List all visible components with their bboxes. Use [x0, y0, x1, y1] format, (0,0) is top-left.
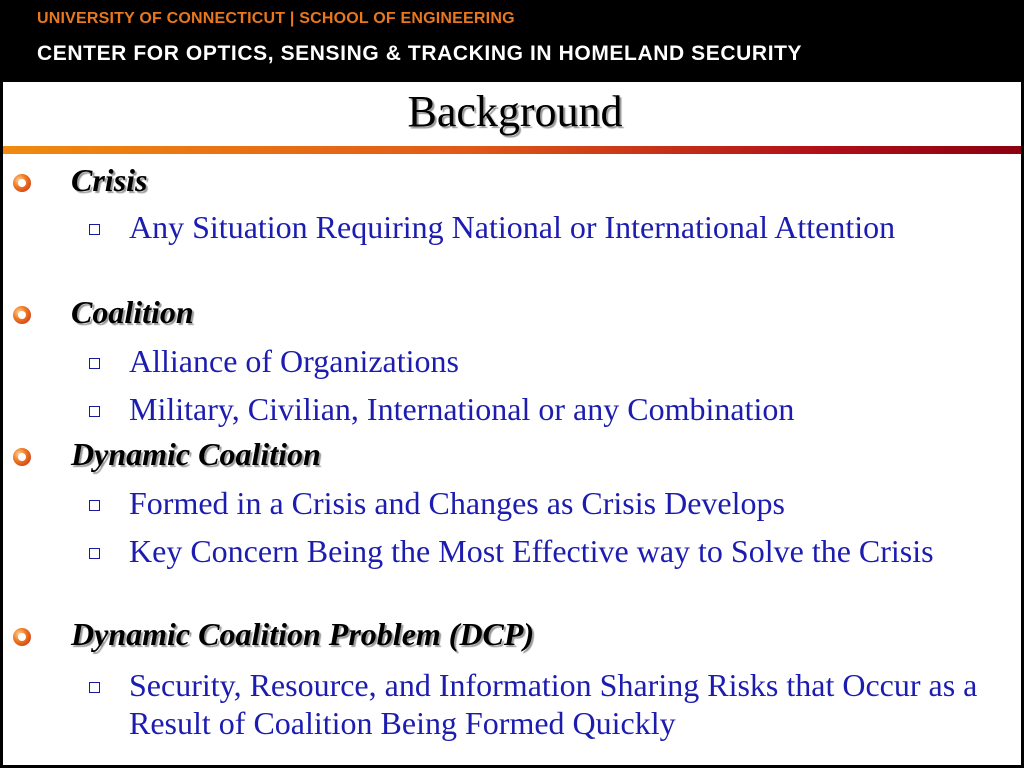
hollow-square-bullet-icon: [89, 224, 100, 235]
orange-ring-bullet-icon: [13, 628, 31, 646]
slide-title: Background: [407, 87, 623, 136]
orange-ring-bullet-icon: [13, 306, 31, 324]
header-banner: [3, 0, 1024, 82]
banner-university-line: UNIVERSITY OF CONNECTICUT | SCHOOL OF ENGINEERING: [37, 10, 515, 27]
sub-bullet-text: Key Concern Being the Most Effective way to Solve the Crisis: [129, 533, 934, 569]
section-heading: Dynamic Coalition Problem (DCP): [71, 616, 535, 652]
section-heading: Coalition: [71, 294, 194, 330]
hollow-square-bullet-icon: [89, 682, 100, 693]
orange-ring-bullet-icon: [13, 174, 31, 192]
hollow-square-bullet-icon: [89, 358, 100, 369]
sub-bullet-text: Alliance of Organizations: [129, 343, 459, 379]
section-heading: Dynamic Coalition: [71, 436, 321, 472]
hollow-square-bullet-icon: [89, 548, 100, 559]
section-heading: Crisis: [71, 162, 148, 198]
banner-center-line: CENTER FOR OPTICS, SENSING & TRACKING IN HOMELAND SECURITY: [37, 42, 803, 65]
title-divider: [3, 146, 1024, 154]
hollow-square-bullet-icon: [89, 500, 100, 511]
hollow-square-bullet-icon: [89, 406, 100, 417]
sub-bullet-text: Security, Resource, and Information Sharing Risks that Occur as a Result of Coalition Being Formed Quickly: [129, 667, 978, 741]
sub-bullet-text: Military, Civilian, International or any Combination: [129, 391, 795, 427]
sub-bullet-text: Formed in a Crisis and Changes as Crisis Develops: [129, 485, 785, 521]
orange-ring-bullet-icon: [13, 448, 31, 466]
sub-bullet-text: Any Situation Requiring National or International Attention: [129, 209, 896, 245]
